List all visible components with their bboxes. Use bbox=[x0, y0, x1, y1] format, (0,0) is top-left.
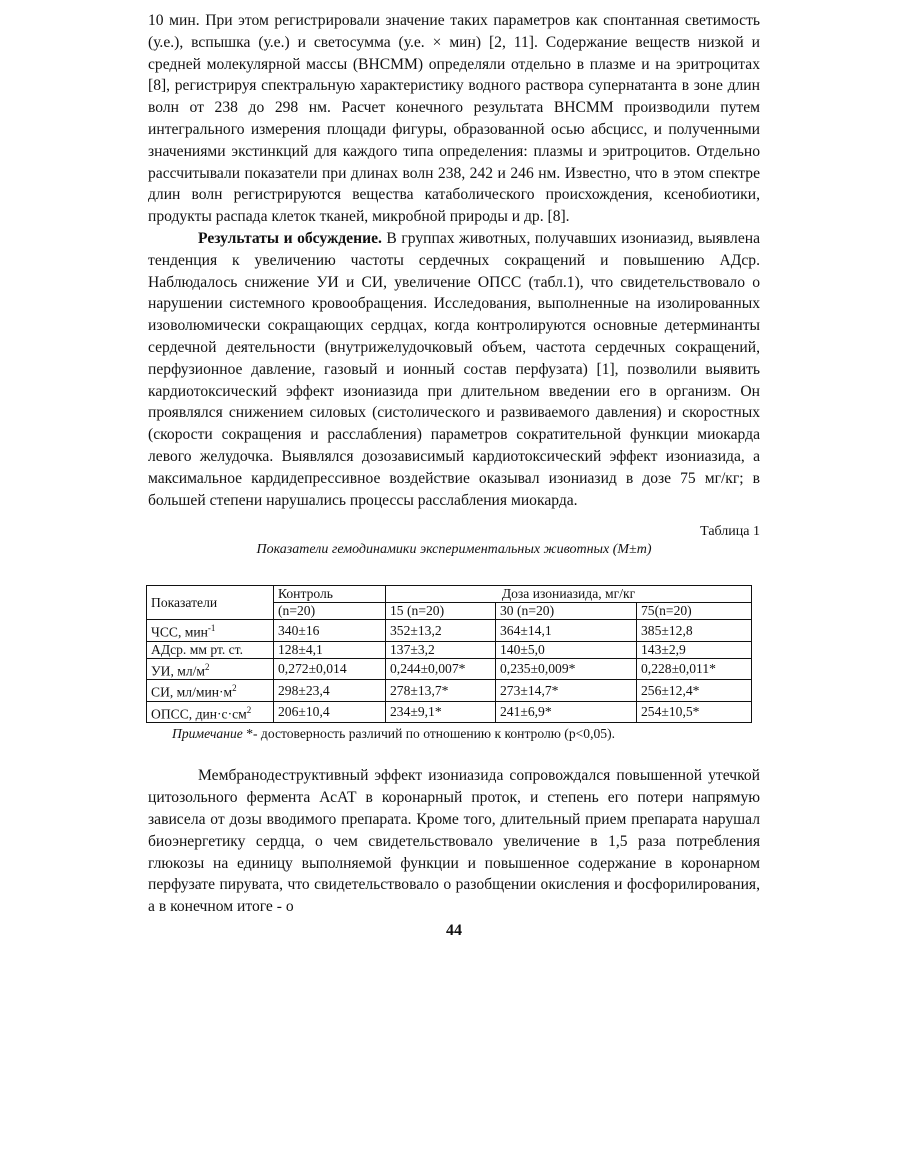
header-control-n: (n=20) bbox=[274, 603, 386, 620]
table-cell: 298±23,4 bbox=[274, 680, 386, 702]
indicator-unit-exponent: -1 bbox=[207, 623, 216, 634]
results-heading: Результаты и обсуждение. bbox=[198, 229, 382, 247]
table-cell: 364±14,1 bbox=[496, 620, 637, 642]
indicator-name: АДср. мм рт. ст. bbox=[151, 641, 244, 657]
table-cell: 206±10,4 bbox=[274, 701, 386, 723]
table-cell: 143±2,9 bbox=[637, 641, 752, 658]
page-number: 44 bbox=[446, 922, 462, 940]
table-cell: 256±12,4* bbox=[637, 680, 752, 702]
row-indicator bbox=[147, 701, 274, 723]
indicator-name: ЧСС, мин bbox=[151, 624, 208, 640]
page-body bbox=[148, 10, 760, 940]
header-dose-group: Доза изониазида, мг/кг bbox=[386, 586, 752, 603]
table-cell: 340±16 bbox=[274, 620, 386, 642]
table-row bbox=[147, 620, 752, 642]
table-cell: 0,244±0,007* bbox=[386, 658, 496, 680]
row-indicator bbox=[147, 680, 274, 702]
row-indicator bbox=[147, 658, 274, 680]
table-label: Таблица 1 bbox=[700, 524, 760, 540]
table-cell: 0,272±0,014 bbox=[274, 658, 386, 680]
table-caption: Показатели гемодинамики экспериментальных животных (M±m) bbox=[256, 542, 652, 558]
table-row bbox=[147, 658, 752, 680]
header-control: Контроль bbox=[274, 586, 386, 603]
results-text: В группах животных, получавших изониазид, выявлена тенденция к увеличению частоты сердечных сокращений и повышению АДср. Наблюдалось снижение УИ и СИ, увеличение ОПСС (табл.1), что свидетельствовало о нарушении системного кровообращения. Исследования, выполненные на изолированных изоволюмически сокращающих сердцах, когда контролируются основные детерминанты сердечной деятельности (внутрижелудочковый объем, частота сердечных сокращений, перфузионное давление, газовый и ионный состав перфузата) [1], позволили выявить кардиотоксический эффект изониазида при длительном введении его в организм. Он проявлялся снижением силовых (систолического и развиваемого давления) и скоростных (скорости сокращения и расслабления) параметров сократительной функции миокарда левого желудочка. Выявлялся дозозависимый кардиотоксический эффект изониазида, а максимальное кардидепрессивное воздействие оказывал изониазид в дозе 75 мг/кг; в большей степени нарушались процессы расслабления миокарда. bbox=[148, 229, 761, 509]
indicator-name: УИ, мл/м bbox=[151, 663, 206, 679]
note-text: *- достоверность различий по отношению к контролю (р<0,05). bbox=[242, 726, 616, 742]
indicator-name: ОПСС, дин·с·см bbox=[151, 706, 247, 722]
table-row bbox=[147, 680, 752, 702]
table-row bbox=[147, 701, 752, 723]
table-header-row bbox=[147, 586, 752, 603]
table-row bbox=[147, 641, 752, 658]
paragraph-membrane: Мембранодеструктивный эффект изониазида сопровождался повышенной утечкой цитозольного фермента АсАТ в коронарный проток, и степень его потери напрямую зависела от дозы вводимого препарата. Кроме того, длительный прием препарата нарушал биоэнергетику сердца, о чем свидетельствовало увеличение в 1,5 раза потребления глюкозы на единицу выполняемой функции и повышенное содержание в коронарном перфузате пирувата, что свидетельствовало о разобщении окисления и фосфорилирования, а в конечном итоге - о bbox=[148, 767, 760, 916]
hemodynamics-table bbox=[146, 585, 752, 723]
table-cell: 385±12,8 bbox=[637, 620, 752, 642]
indicator-name: СИ, мл/мин·м bbox=[151, 684, 233, 700]
header-dose-75: 75(n=20) bbox=[637, 603, 752, 620]
paragraph-results bbox=[148, 228, 760, 511]
indicator-unit-exponent: 2 bbox=[205, 661, 210, 672]
header-dose-15: 15 (n=20) bbox=[386, 603, 496, 620]
table-note bbox=[172, 725, 760, 743]
header-indicators: Показатели bbox=[147, 586, 274, 620]
indicator-unit-exponent: 2 bbox=[246, 704, 252, 715]
header-dose-30: 30 (n=20) bbox=[496, 603, 637, 620]
row-indicator bbox=[147, 641, 274, 658]
indicator-unit-exponent: 2 bbox=[232, 683, 237, 694]
table-cell: 234±9,1* bbox=[386, 701, 496, 723]
table-cell: 254±10,5* bbox=[637, 701, 752, 723]
table-cell: 273±14,7* bbox=[496, 680, 637, 702]
paragraph-methods: 10 мин. При этом регистрировали значение таких параметров как спонтанная светимость (у.е.), вспышка (у.е.) и светосумма (у.е. × мин) [2, 11]. Содержание веществ низкой и средней молекулярной массы (ВНСММ) определяли отдельно в плазме и на эритроцитах [8], регистрируя спектральную характеристику водного раствора супернатанта в зоне длин волн от 238 до 298 нм. Расчет конечного результата ВНСММ производили путем интегрального измерения площади фигуры, образованной осью абсцисс, и полученными значениями экстинкций для каждого типа определения: плазмы и эритроцитов. Отдельно рассчитывали показатели при длинах волн 238, 242 и 246 нм. Известно, что в этом спектре длин волн регистрируются вещества катаболического происхождения, ксенобиотики, продукты распада клеток тканей, микробной природы и др. [8]. bbox=[148, 12, 760, 226]
table-cell: 0,235±0,009* bbox=[496, 658, 637, 680]
table-cell: 0,228±0,011* bbox=[637, 658, 752, 680]
table-cell: 241±6,9* bbox=[496, 701, 637, 723]
table-cell: 278±13,7* bbox=[386, 680, 496, 702]
table-cell: 352±13,2 bbox=[386, 620, 496, 642]
row-indicator bbox=[147, 620, 274, 642]
note-label: Примечание bbox=[172, 726, 243, 742]
table-cell: 137±3,2 bbox=[386, 641, 496, 658]
table-cell: 128±4,1 bbox=[274, 641, 386, 658]
table-cell: 140±5,0 bbox=[496, 641, 637, 658]
